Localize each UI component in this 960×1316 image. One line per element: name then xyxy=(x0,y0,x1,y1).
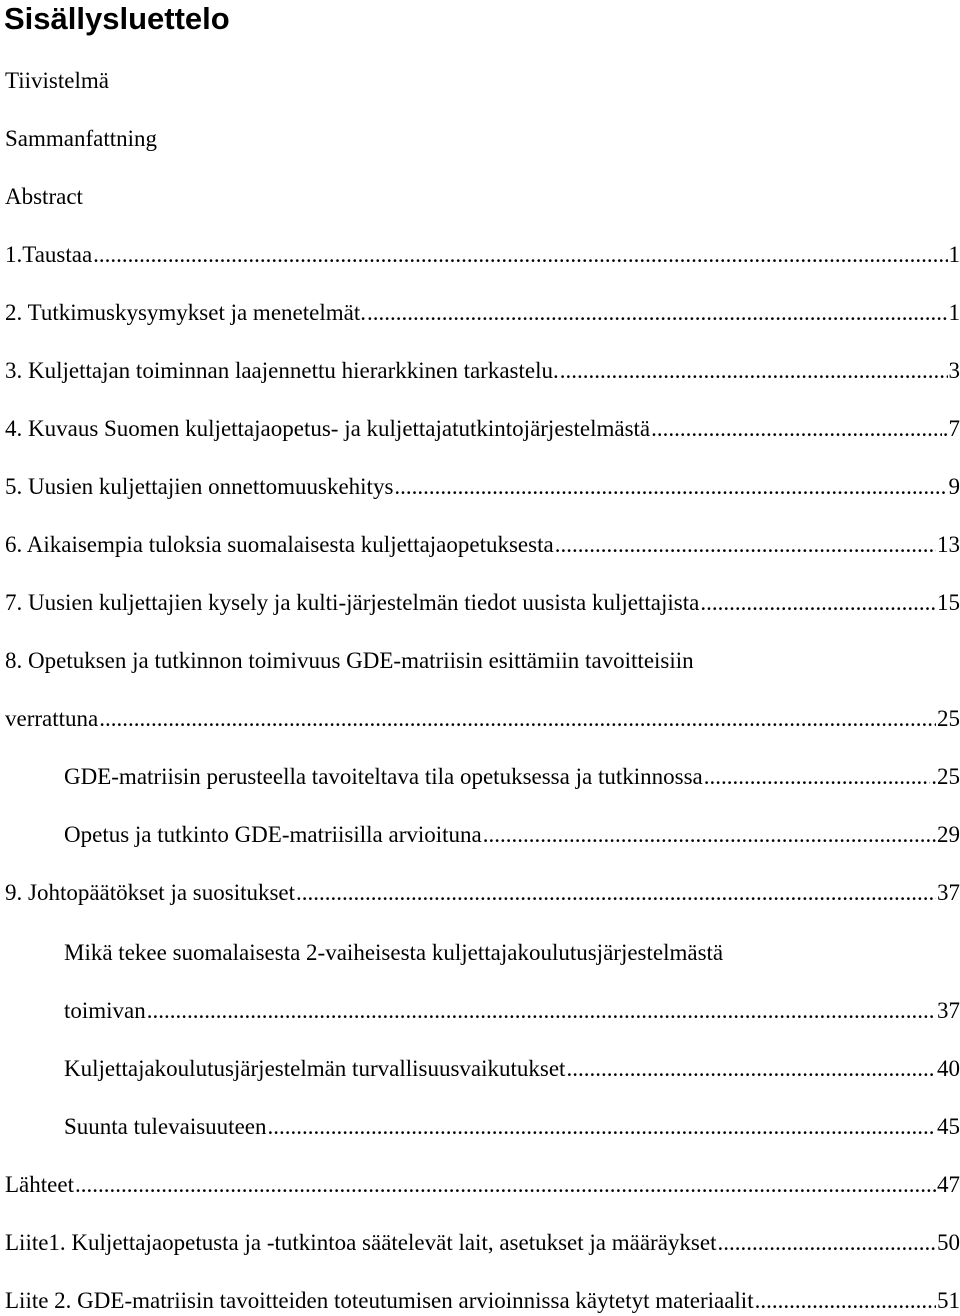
toc-subentry xyxy=(64,996,960,1026)
toc-leader-dots xyxy=(700,588,936,618)
toc-subentry xyxy=(64,1112,960,1142)
toc-entry-page: 45 xyxy=(937,1114,960,1139)
toc-entry xyxy=(5,414,960,444)
toc-entry-text: 4. Kuvaus Suomen kuljettajaopetus- ja kuljettajatutkintojärjestelmästä xyxy=(5,416,651,441)
toc-leader-dots xyxy=(717,1228,936,1258)
toc-entry-text: Suunta tulevaisuuteen xyxy=(64,1114,267,1139)
toc-entry xyxy=(5,704,960,734)
toc-entry-page: 1 xyxy=(948,242,960,267)
toc-entry-text: 9. Johtopäätökset ja suositukset xyxy=(5,880,296,905)
toc-entry-page: 37 xyxy=(937,998,960,1023)
toc-leader-dots xyxy=(99,704,936,734)
toc-leader-dots xyxy=(566,1054,936,1084)
toc-entry-text: 6. Aikaisempia tuloksia suomalaisesta kuljettajaopetuksesta xyxy=(5,532,554,557)
toc-subentry xyxy=(64,820,960,850)
toc-leader-dots xyxy=(560,356,948,386)
toc-leader-dots xyxy=(394,472,947,502)
toc-entry-text: 8. Opetuksen ja tutkinnon toimivuus GDE-matriisin esittämiin tavoitteisiin xyxy=(5,648,694,673)
toc-entry-text: 3. Kuljettajan toiminnan laajennettu hierarkkinen tarkastelu. xyxy=(5,358,559,383)
toc-front-item: Abstract xyxy=(5,184,83,209)
toc-entry-page: 25 xyxy=(937,706,960,731)
toc-entry xyxy=(5,1286,960,1316)
toc-leader-dots xyxy=(367,298,948,328)
toc-entry-page: 51 xyxy=(937,1288,960,1313)
toc-entry-page: .7 xyxy=(942,416,960,441)
toc-entry-text: Liite1. Kuljettajaopetusta ja -tutkintoa säätelevät lait, asetukset ja määräykset xyxy=(5,1230,717,1255)
toc-entry-page: 47 xyxy=(937,1172,960,1197)
toc-leader-dots xyxy=(147,996,936,1026)
toc-leader-dots xyxy=(483,820,936,850)
toc-entry-text: Lähteet xyxy=(5,1172,74,1197)
toc-entry-page: .25 xyxy=(931,764,960,789)
toc-leader-dots xyxy=(296,878,936,908)
toc-leader-dots xyxy=(268,1112,937,1142)
toc-leader-dots xyxy=(704,762,931,792)
toc-entry-page: 37 xyxy=(937,880,960,905)
toc-entry-page: 29 xyxy=(937,822,960,847)
toc-entry xyxy=(5,878,960,908)
toc-entry-page: 15 xyxy=(937,590,960,615)
toc-front-item: Sammanfattning xyxy=(5,126,158,151)
toc-entry-page: 50 xyxy=(937,1230,960,1255)
toc-subentry xyxy=(64,1054,960,1084)
toc-entry-text: Kuljettajakoulutusjärjestelmän turvallisuusvaikutukset xyxy=(64,1056,566,1081)
toc-entry-page: 1 xyxy=(948,300,960,325)
toc-entry xyxy=(5,530,960,560)
toc-entry-text: Opetus ja tutkinto GDE-matriisilla arvioituna xyxy=(64,822,482,847)
toc-entry-text: 2. Tutkimuskysymykset ja menetelmät. xyxy=(5,300,366,325)
toc-entry-text: toimivan xyxy=(64,998,146,1023)
toc-leader-dots xyxy=(651,414,942,444)
toc-entry-text: Mikä tekee suomalaisesta 2-vaiheisesta kuljettajakoulutusjärjestelmästä xyxy=(64,940,724,965)
toc-entry-text: 5. Uusien kuljettajien onnettomuuskehitys xyxy=(5,474,394,499)
toc-entry-page: 40 xyxy=(937,1056,960,1081)
toc-entry xyxy=(5,1228,960,1258)
toc-entry-text: 1.Taustaa xyxy=(5,242,93,267)
toc-entry-text: GDE-matriisin perusteella tavoiteltava tila opetuksessa ja tutkinnossa xyxy=(64,764,703,789)
toc-entry-text: verrattuna xyxy=(5,706,99,731)
toc-front-item: Tiivistelmä xyxy=(5,68,109,93)
toc-entry xyxy=(5,356,960,386)
page-title: Sisällysluettelo xyxy=(4,1,230,36)
toc-entry-page: 9 xyxy=(948,474,960,499)
toc-entry xyxy=(5,240,960,270)
toc-entry xyxy=(5,588,960,618)
toc-entry-text: Liite 2. GDE-matriisin tavoitteiden toteutumisen arvioinnissa käytetyt materiaalit xyxy=(5,1288,754,1313)
toc-entry xyxy=(5,298,960,328)
toc-leader-dots xyxy=(755,1286,936,1316)
toc-leader-dots xyxy=(555,530,936,560)
toc-entry-page: 13 xyxy=(937,532,960,557)
toc-entry xyxy=(5,1170,960,1200)
toc-leader-dots xyxy=(75,1170,936,1200)
toc-entry-text: 7. Uusien kuljettajien kysely ja kulti-järjestelmän tiedot uusista kuljettajista xyxy=(5,590,700,615)
toc-subentry xyxy=(64,762,960,792)
toc-entry-page: 3 xyxy=(948,358,960,383)
toc-leader-dots xyxy=(93,240,947,270)
toc-entry xyxy=(5,472,960,502)
